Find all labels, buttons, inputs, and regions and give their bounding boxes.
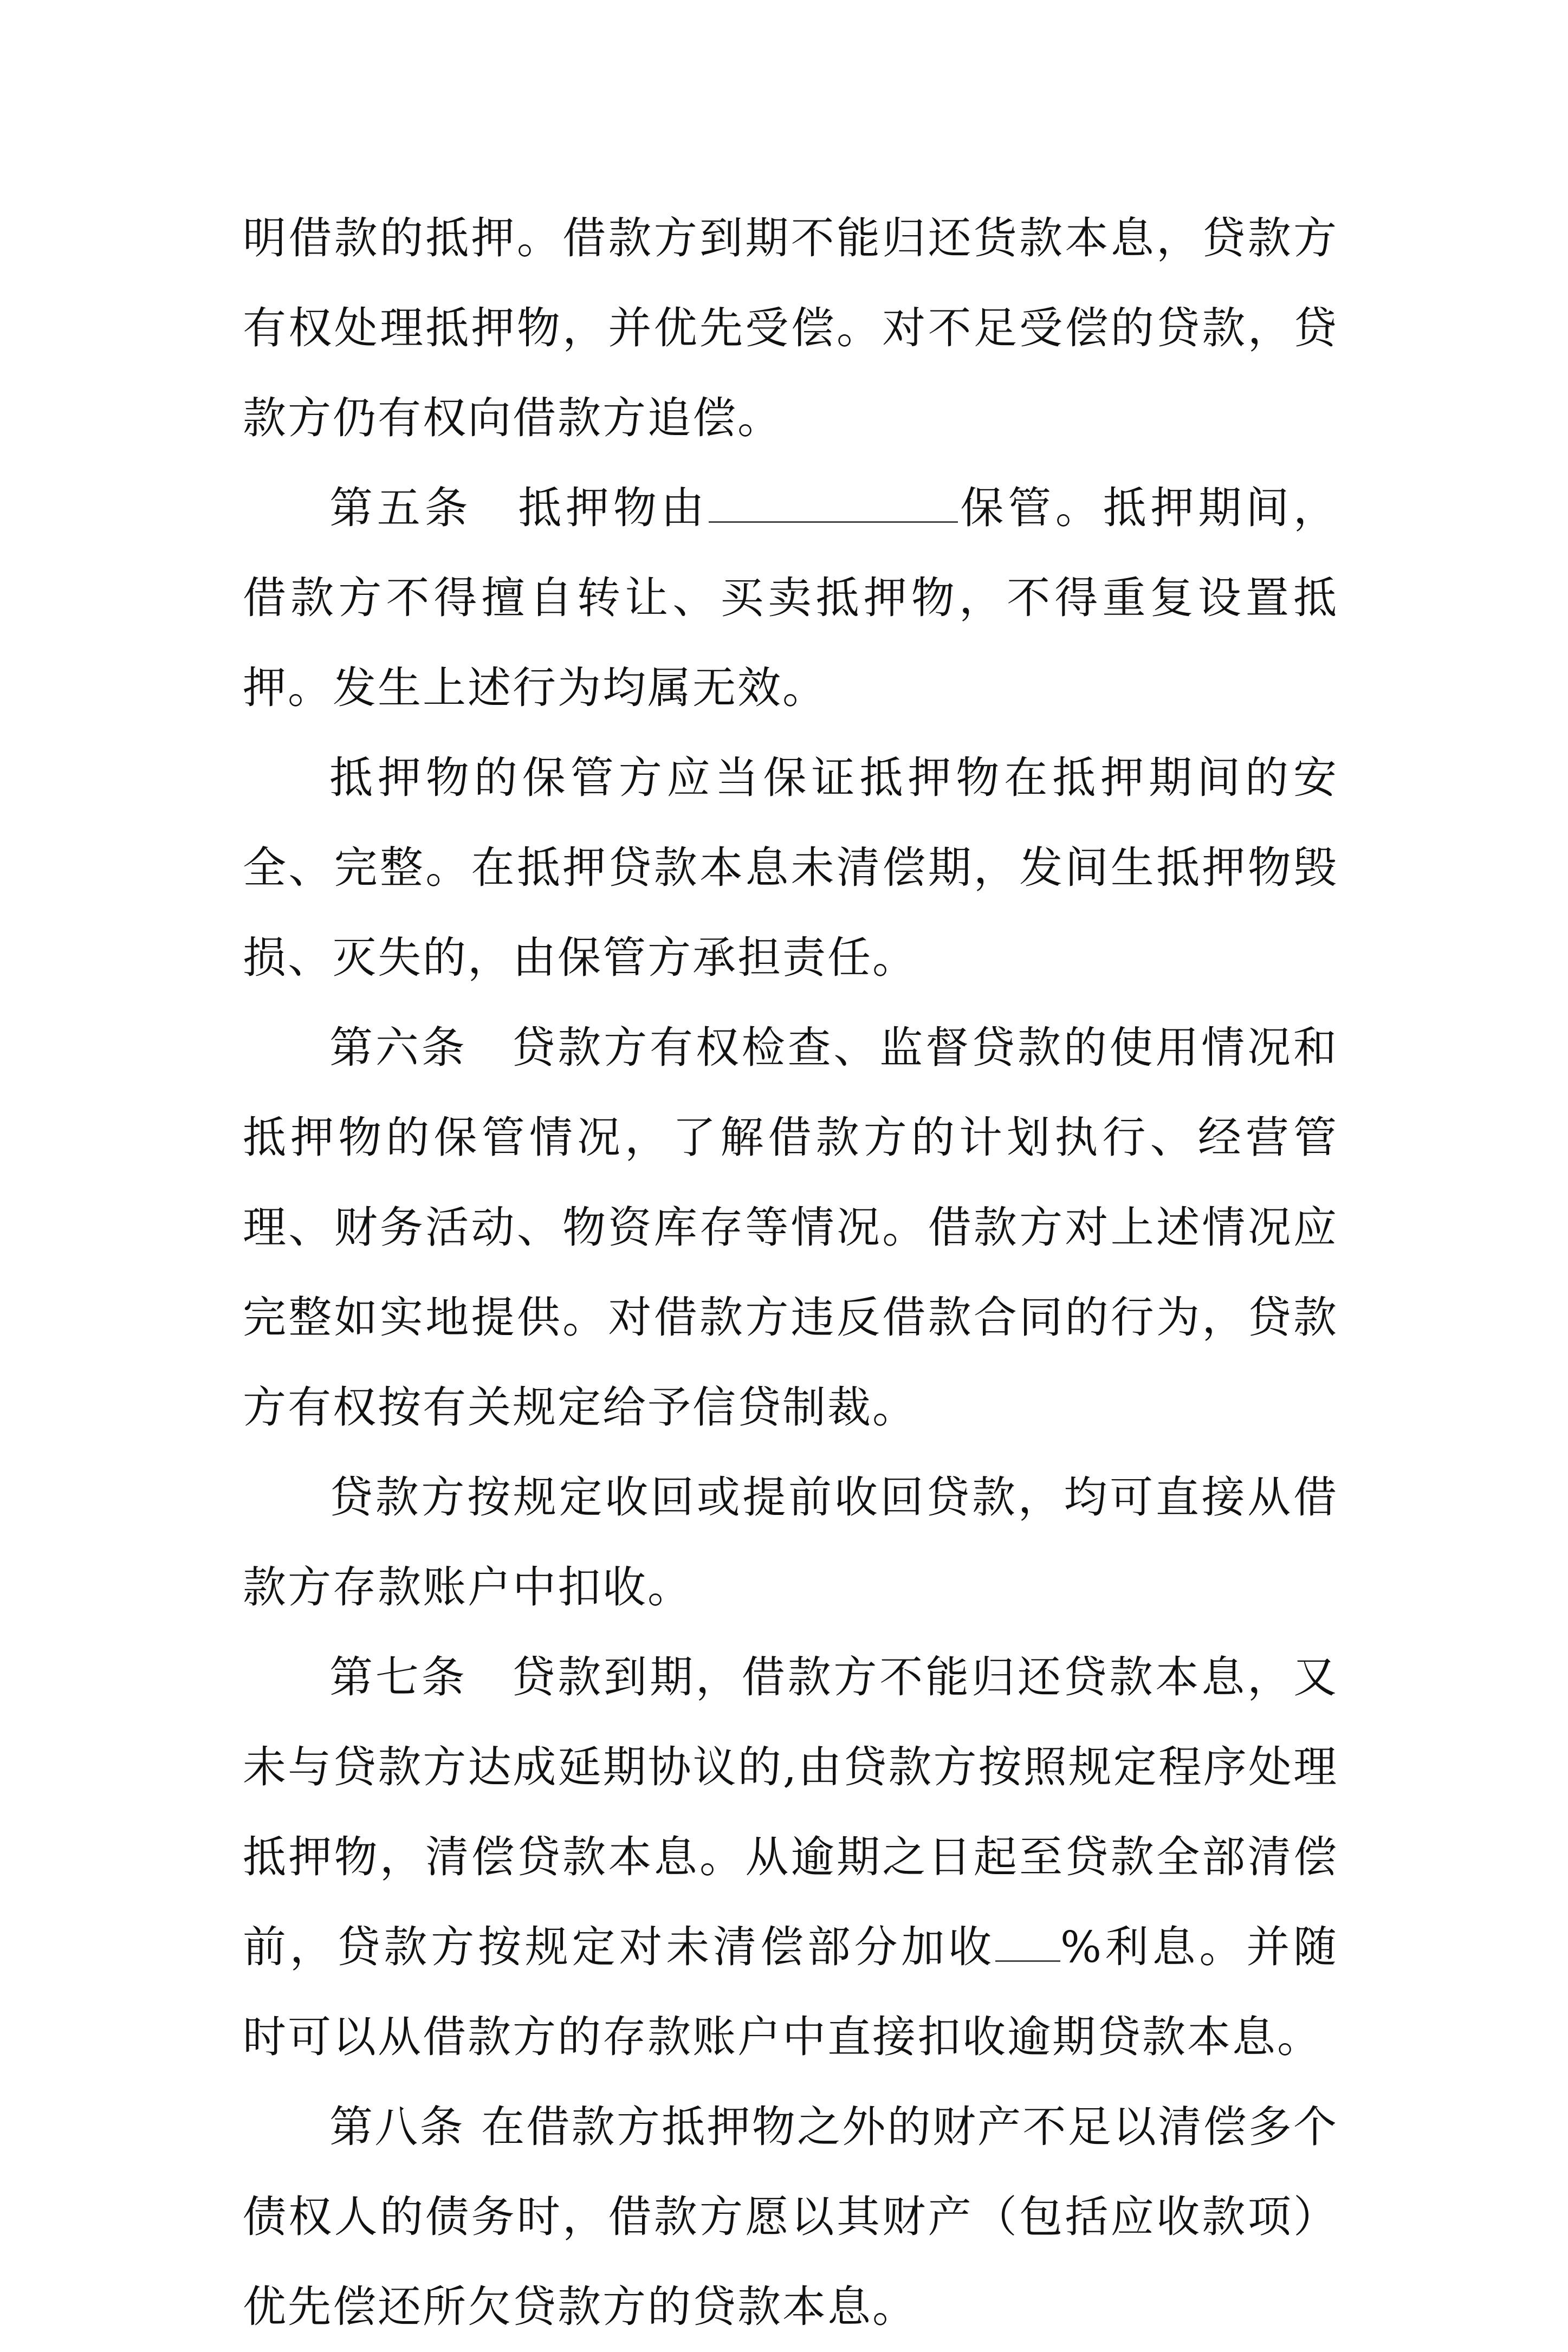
paragraph-text: 贷款方按规定收回或提前收回贷款，均可直接从借款方存款账户中扣收。	[243, 1472, 1338, 1612]
article-number: 第八条	[329, 2102, 465, 2152]
paragraph-text: 抵押物的保管方应当保证抵押物在抵押期间的安全、完整。在抵押贷款本息未清偿期，发间生抵押物毁损、灭失的，由保管方承担责任。	[243, 753, 1338, 983]
article-8	[243, 2082, 1338, 2352]
article-number: 第五条	[329, 483, 472, 533]
article-number: 第六条	[329, 1022, 468, 1073]
article-text-part2: %利息。并随时可以从借款方的存款账户中直接扣收逾期贷款本息。	[243, 1922, 1339, 2062]
article-text-part2: 保管。抵押期间，借款方不得擅自转让、买卖抵押物，不得重复设置抵押。发生上述行为均属无效。	[243, 483, 1338, 713]
custodian-blank-field	[709, 483, 958, 523]
article-text: 贷款方有权检查、监督贷款的使用情况和抵押物的保管情况，了解借款方的计划执行、经营管理、财务活动、物资库存等情况。借款方对上述情况应完整如实地提供。对借款方违反借款合同的行为，贷款方有权按有关规定给予信贷制裁。	[243, 1022, 1339, 1433]
article-5	[243, 463, 1338, 733]
article-text-part1: 抵押物由	[515, 483, 709, 533]
document-body	[243, 193, 1338, 2352]
paragraph-collateral-claim	[243, 193, 1338, 463]
article-6	[243, 1003, 1338, 1453]
interest-rate-blank-field	[995, 1922, 1060, 1962]
article-number: 第七条	[329, 1652, 468, 1702]
article-text-part1: 贷款到期，借款方不能归还贷款本息，又未与贷款方达成延期协议的,由贷款方按照规定程序处理抵押物，清偿贷款本息。从逾期之日起至贷款全部清偿前，贷款方按规定对未清偿部分加收	[243, 1652, 1339, 1972]
paragraph-loan-recovery	[243, 1453, 1338, 1632]
paragraph-custodian-duty	[243, 733, 1338, 1003]
article-7	[243, 1632, 1338, 2082]
article-text: 在借款方抵押物之外的财产不足以清偿多个债权人的债务时，借款方愿以其财产（包括应收款项）优先偿还所欠贷款方的贷款本息。	[243, 2102, 1339, 2332]
paragraph-text: 明借款的抵押。借款方到期不能归还货款本息，贷款方有权处理抵押物，并优先受偿。对不足受偿的贷款，贷款方仍有权向借款方追偿。	[243, 213, 1338, 443]
